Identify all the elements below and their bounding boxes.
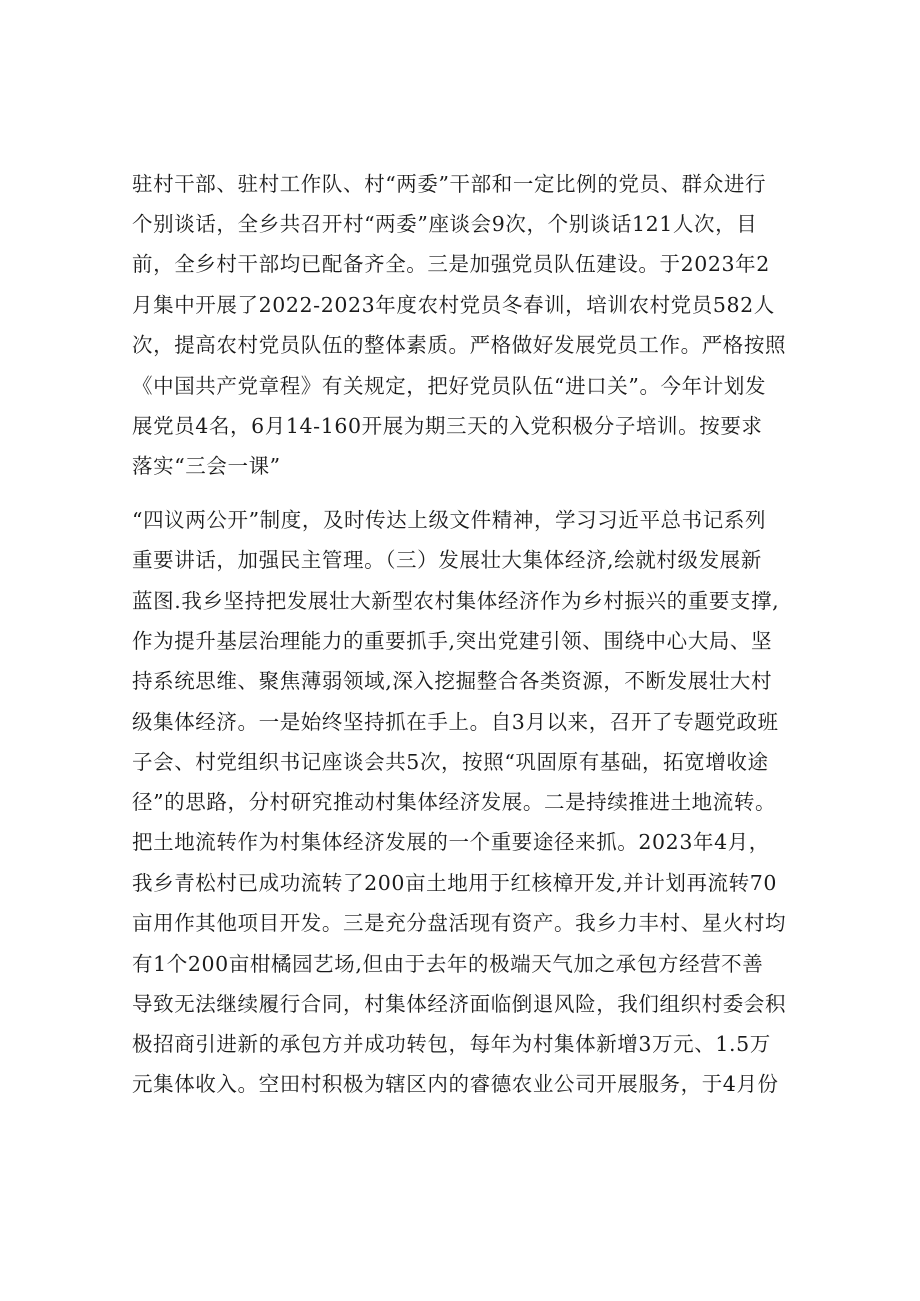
text-line: 导致无法继续履行合同，村集体经济面临倒退风险，我们组织村委会积 xyxy=(132,992,787,1016)
text-line: 《中国共产党章程》有关规定，把好党员队伍“进口关”。今年计划发 xyxy=(132,374,767,398)
text-line: 展党员4名，6月14-160开展为期三天的入党积极分子培训。按要求 xyxy=(132,414,763,438)
text-line: 极招商引进新的承包方并成功转包，每年为村集体新增3万元、1.5万 xyxy=(132,1032,771,1056)
text-line: 个别谈话，全乡共召开村“两委”座谈会9次，个别谈话121人次，目 xyxy=(132,212,758,236)
text-line: 级集体经济。一是始终坚持抓在手上。自3月以来，召开了专题党政班 xyxy=(132,710,779,734)
text-line: 蓝图.我乡坚持把发展壮大新型农村集体经济作为乡村振兴的重要支撑, xyxy=(132,589,780,613)
text-line: 作为提升基层治理能力的重要抓手,突出党建引领、围绕中心大局、坚 xyxy=(132,629,773,653)
text-line: “四议两公开”制度，及时传达上级文件精神，学习习近平总书记系列 xyxy=(132,508,767,532)
text-line: 子会、村党组织书记座谈会共5次，按照“巩固原有基础，拓宽增收途 xyxy=(132,750,769,774)
text-line: 有1个200亩柑橘园艺场,但由于去年的极端天气加之承包方经营不善 xyxy=(132,952,764,976)
text-line: 我乡青松村已成功流转了200亩土地用于红核樟开发,并计划再流转70 xyxy=(132,871,778,895)
text-line: 亩用作其他项目开发。三是充分盘活现有资产。我乡力丰村、星火村均 xyxy=(132,911,787,935)
text-line: 落实“三会一课” xyxy=(132,454,281,478)
text-line: 径”的思路，分村研究推动村集体经济发展。二是持续推进土地流转。 xyxy=(132,790,777,814)
text-line: 把土地流转作为村集体经济发展的一个重要途径来抓。2023年4月， xyxy=(132,830,770,854)
text-line: 驻村干部、驻村工作队、村“两委”干部和一定比例的党员、群众进行 xyxy=(132,172,767,196)
text-line: 次，提高农村党员队伍的整体素质。严格做好发展党员工作。严格按照 xyxy=(132,333,787,357)
text-line: 元集体收入。空田村积极为辖区内的睿德农业公司开展服务，于4月份 xyxy=(132,1072,779,1096)
text-line: 持系统思维、聚焦薄弱领域,深入挖掘整合各类资源，不断发展壮大村 xyxy=(132,669,773,693)
text-line: 重要讲话，加强民主管理。（三）发展壮大集体经济,绘就村级发展新 xyxy=(132,548,762,572)
text-line: 月集中开展了2022-2023年度农村党员冬春训，培训农村党员582人 xyxy=(132,293,775,317)
text-line: 前，全乡村干部均已配备齐全。三是加强党员队伍建设。于2023年2 xyxy=(132,252,770,276)
